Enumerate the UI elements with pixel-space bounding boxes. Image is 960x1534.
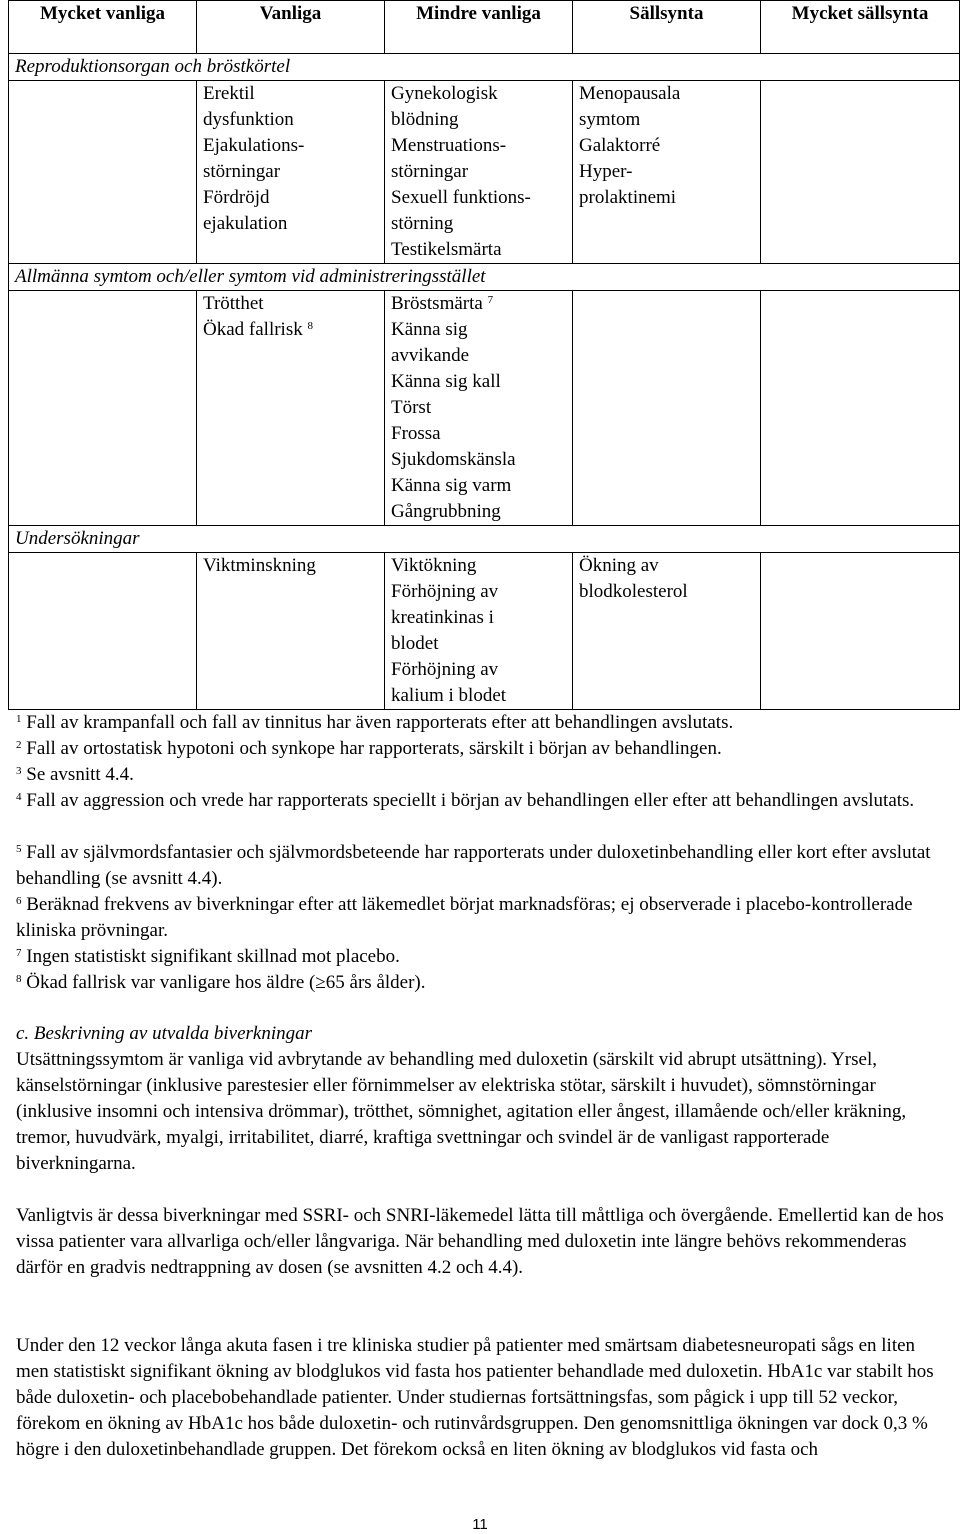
footnote-number: 7 xyxy=(16,947,22,959)
section-c-paragraph-3: Under den 12 veckor långa akuta fasen i tre kliniska studier på patienter med smärtsam diabetesneuropati sågs en liten men statistiskt signifikant ökning av blodglukos vid fasta hos patienter behandlade med duloxetin. HbA1c var stabilt hos både duloxetin- och placebobehandlade patienter. Under studiernas fortsättningsfas, som pågick i upp till 52 veckor, förekom en ökning av HbA1c hos både duloxetin- och rutinvårdsgruppen. Den genomsnittliga ökningen var dock 0,3 % högre i den duloxetinbehandlade gruppen. Det förekom också en liten ökning av blodglukos vid fasta och xyxy=(16,1335,934,1460)
cell-line: blodet xyxy=(391,633,439,654)
cell-common xyxy=(197,291,385,526)
cell-line: Ökad fallrisk $^8$ xyxy=(203,319,313,340)
cell-line: Fördröjd xyxy=(203,187,270,208)
footnote-number: 3 xyxy=(16,765,22,777)
cell-line: Menopausala xyxy=(579,83,681,104)
section-c-heading: c. Beskrivning av utvalda biverkningar xyxy=(16,1023,313,1044)
cell-line: störning xyxy=(391,213,454,234)
cell-line: Hyper- xyxy=(579,161,633,182)
cell-line: störningar xyxy=(203,161,281,182)
footnote-text: Ökad fallrisk var vanligare hos äldre (≥65 års ålder). xyxy=(21,972,426,993)
footnote-number: 8 xyxy=(16,973,22,985)
footnote xyxy=(16,970,946,996)
cell-line: dysfunktion xyxy=(203,109,294,130)
footnote-text: Fall av krampanfall och fall av tinnitus har även rapporterats efter att behandlingen avslutats. xyxy=(21,712,734,733)
section-title: Reproduktionsorgan och bröstkörtel xyxy=(9,54,960,81)
adverse-reactions-table xyxy=(8,0,960,710)
cell-uncommon xyxy=(385,291,573,526)
cell-line: Törst xyxy=(391,397,432,418)
cell-line: avvikande xyxy=(391,345,470,366)
footnote-number: 6 xyxy=(16,895,22,907)
header-very-rare: Mycket sällsynta xyxy=(761,1,960,54)
cell-line: Sjukdomskänsla xyxy=(391,449,516,470)
section-c-paragraph-2: Vanligtvis är dessa biverkningar med SSRI- och SNRI-läkemedel lätta till måttliga och övergående. Emellertid kan de hos vissa patienter vara allvarliga och/eller långvariga. När behandling med duloxetin inte längre behövs rekommenderas därför en gradvis nedtrappning av dosen (se avsnitten 4.2 och 4.4). xyxy=(16,1205,944,1278)
cell-line: ejakulation xyxy=(203,213,288,234)
cell-line: Sexuell funktions- xyxy=(391,187,531,208)
cell-common xyxy=(197,81,385,264)
cell-common xyxy=(197,553,385,710)
cell-line: blödning xyxy=(391,109,459,130)
cell-line: Trötthet xyxy=(203,293,264,314)
footnote xyxy=(16,840,946,892)
cell-line: Förhöjning av xyxy=(391,659,499,680)
footnote xyxy=(16,710,946,736)
header-very-common: Mycket vanliga xyxy=(9,1,197,54)
footnote-text: Fall av självmordsfantasier och självmordsbeteende har rapporterats under duloxetinbehandling eller kort efter avslutat behandling (se avsnitt 4.4). xyxy=(16,842,931,889)
cell-line: Menstruations- xyxy=(391,135,507,156)
footnote-number: 2 xyxy=(16,739,22,751)
footnote xyxy=(16,944,946,970)
cell-line: Testikelsmärta xyxy=(391,239,502,260)
cell-very-rare xyxy=(761,553,960,710)
cell-line: kalium i blodet xyxy=(391,685,507,706)
cell-line: Ökning av xyxy=(579,555,659,576)
cell-line: prolaktinemi xyxy=(579,187,677,208)
cell-uncommon xyxy=(385,553,573,710)
cell-line: Erektil xyxy=(203,83,255,104)
cell-line: Förhöjning av xyxy=(391,581,499,602)
header-uncommon: Mindre vanliga xyxy=(385,1,573,54)
footnote-ref: 7 xyxy=(487,294,494,306)
table-row xyxy=(9,553,960,710)
cell-rare xyxy=(573,291,761,526)
cell-line: störningar xyxy=(391,161,469,182)
cell-line: Ejakulations- xyxy=(203,135,305,156)
footnote xyxy=(16,762,946,788)
cell-line: Känna sig kall xyxy=(391,371,501,392)
cell-line: Viktökning xyxy=(391,555,477,576)
footnote-text: Beräknad frekvens av biverkningar efter att läkemedlet börjat marknadsföras; ej observerade i placebo-kontrollerade kliniska prövningar. xyxy=(16,894,913,941)
footnote-text: Ingen statistiskt signifikant skillnad mot placebo. xyxy=(21,946,400,967)
cell-very-rare xyxy=(761,81,960,264)
cell-line: Känna sig varm xyxy=(391,475,512,496)
cell-line: Gynekologisk xyxy=(391,83,498,104)
footnote-text: Se avsnitt 4.4. xyxy=(21,764,134,785)
cell-line: Galaktorré xyxy=(579,135,661,156)
page-number: 11 xyxy=(472,1516,488,1533)
footnote-text: Fall av aggression och vrede har rapporterats speciellt i början av behandlingen eller efter att behandlingen avslutats. xyxy=(21,790,915,811)
footnote-text: Fall av ortostatisk hypotoni och synkope har rapporterats, särskilt i början av behandlingen. xyxy=(21,738,722,759)
footnote-number: 4 xyxy=(16,791,22,803)
footnote-number: 1 xyxy=(16,713,22,725)
footnote xyxy=(16,736,946,762)
section-c-paragraph-1: Utsättningssymtom är vanliga vid avbrytande av behandling med duloxetin (särskilt vid abrupt utsättning). Yrsel, känselstörningar (inklusive parestesier eller förnimmelser av elektriska stötar, särskilt i huvudet), sömnstörningar (inklusive insomni och intensiva drömmar), trötthet, sömnighet, agitation eller ångest, illamående och/eller kräkning, tremor, huvudvärk, myalgi, irritabilitet, diarré, kraftiga svettningar och svindel är de vanligast rapporterade biverkningarna. xyxy=(16,1049,907,1174)
footnote xyxy=(16,892,946,944)
footnote-number: 5 xyxy=(16,843,22,855)
cell-line: Känna sig xyxy=(391,319,468,340)
table-row xyxy=(9,81,960,264)
cell-line: Gångrubbning xyxy=(391,501,501,522)
cell-line: Viktminskning xyxy=(203,555,316,576)
cell-line: symtom xyxy=(579,109,641,130)
header-rare: Sällsynta xyxy=(573,1,761,54)
cell-line: Frossa xyxy=(391,423,441,444)
cell-very-rare xyxy=(761,291,960,526)
cell-very-common xyxy=(9,553,197,710)
cell-very-common xyxy=(9,291,197,526)
cell-rare xyxy=(573,81,761,264)
section-title: Undersökningar xyxy=(9,526,960,553)
cell-rare xyxy=(573,553,761,710)
table-header-row xyxy=(9,1,960,54)
header-common: Vanliga xyxy=(197,1,385,54)
table-row xyxy=(9,291,960,526)
cell-uncommon xyxy=(385,81,573,264)
cell-very-common xyxy=(9,81,197,264)
footnote-ref: 8 xyxy=(307,320,313,332)
section-title: Allmänna symtom och/eller symtom vid administreringsstället xyxy=(9,264,960,291)
cell-line: blodkolesterol xyxy=(579,581,688,602)
cell-line: kreatinkinas i xyxy=(391,607,494,628)
footnote xyxy=(16,788,946,814)
cell-line: Bröstsmärta $^7$ xyxy=(391,293,494,314)
